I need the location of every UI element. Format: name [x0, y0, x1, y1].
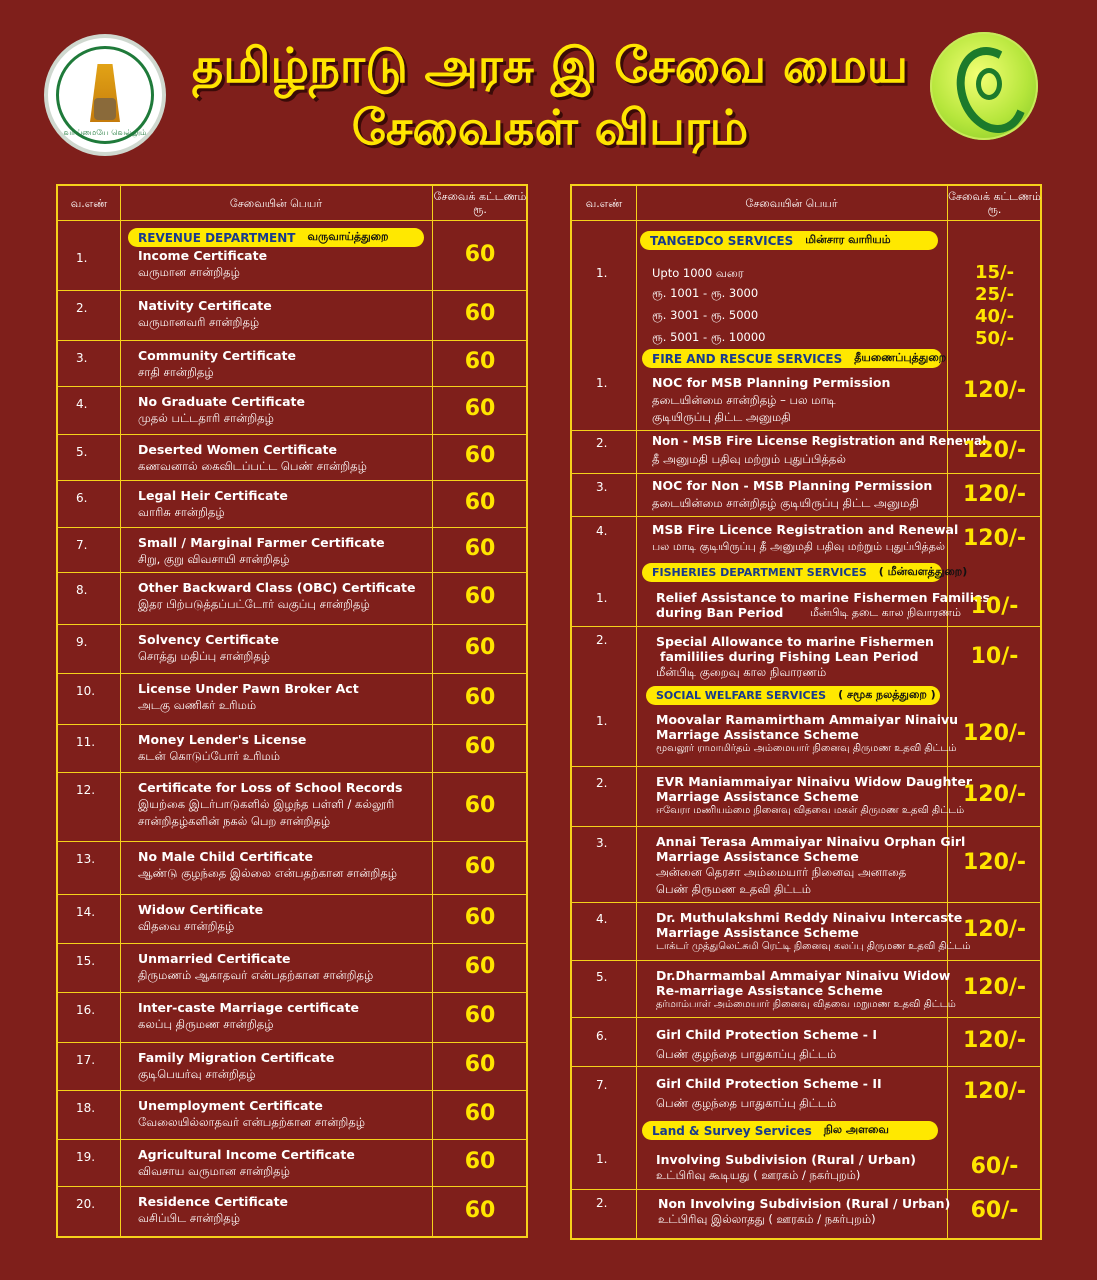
- table-row: [572, 826, 1040, 902]
- section-ta: ( மீன்வளத்துறை): [878, 565, 968, 578]
- service-name-ta: ஈவேரா மணியம்மை நினைவு விதவை மகள் திருமண உதவி திட்டம்: [656, 805, 965, 816]
- service-name-en: Solvency Certificate: [138, 632, 279, 647]
- service-name-ta: டாக்டர் முத்துலெட்சுமி ரெட்டி நினைவு கலப்பு திருமண உதவி திட்டம்: [656, 941, 971, 952]
- section-ta: மின்சார வாரியம்: [805, 233, 891, 246]
- serial-number: 3.: [596, 836, 608, 850]
- section-ta: நில அளவை: [823, 1123, 889, 1136]
- service-name-ta: சொத்து மதிப்பு சான்றிதழ்: [138, 649, 271, 663]
- service-name-ta: விவசாய வருமான சான்றிதழ்: [138, 1164, 290, 1178]
- service-name-ta: தர்மாம்பாள் அம்மையார் நினைவு விதவை மறுமண உதவி திட்டம்: [656, 999, 956, 1010]
- section-en: FISHERIES DEPARTMENT SERVICES: [652, 566, 867, 579]
- service-name-en: Non Involving Subdivision (Rural / Urban): [658, 1196, 951, 1211]
- service-name-ta: இயற்கை இடர்பாடுகளில் இழந்த பள்ளி / கல்லூரி: [138, 797, 395, 811]
- service-name-ta: திருமணம் ஆகாதவர் என்பதற்கான சான்றிதழ்: [138, 968, 374, 982]
- fee-value: 60: [464, 536, 496, 561]
- service-name-en: EVR Maniammaiyar Ninaivu Widow Daughter: [656, 774, 972, 789]
- serial-number: 3.: [596, 480, 608, 494]
- service-name-ta: வருமானவரி சான்றிதழ்: [138, 315, 260, 329]
- serial-number: 9.: [76, 635, 88, 649]
- table-row: [58, 724, 526, 772]
- service-name-en: Unmarried Certificate: [138, 951, 291, 966]
- fee-value: 10/-: [970, 594, 1019, 619]
- service-name-ta: குடிபெயர்வு சான்றிதழ்: [138, 1067, 256, 1081]
- section-ta: தீயணைப்புத்துறை: [854, 351, 947, 364]
- section-pill-fire: [642, 349, 947, 368]
- service-name-en: Small / Marginal Farmer Certificate: [138, 535, 385, 550]
- serial-number: 17.: [76, 1053, 96, 1067]
- service-name-ta: அன்னை தெரசா அம்மையார் நினைவு அனாதை: [656, 865, 907, 879]
- section-pill-social: [646, 686, 940, 705]
- table-row: [58, 673, 526, 724]
- service-name-ta: வேலையில்லாதவர் என்பதற்கான சான்றிதழ்: [138, 1115, 366, 1129]
- service-name-en: Legal Heir Certificate: [138, 488, 288, 503]
- service-name-ta: உட்பிரிவு இல்லாதது ( ஊரகம் / நகர்புறம்): [658, 1212, 876, 1226]
- page-title-line2: சேவைகள் விபரம்: [351, 100, 749, 156]
- table-row: [58, 1042, 526, 1090]
- serial-number: 1.: [596, 591, 608, 605]
- logo-dot-icon: [976, 68, 1002, 100]
- service-name-ta: கணவனால் கைவிடப்பட்ட பெண் சான்றிதழ்: [138, 459, 367, 473]
- service-name-ta: வாரிசு சான்றிதழ்: [138, 505, 225, 519]
- service-name-en: Nativity Certificate: [138, 298, 272, 313]
- service-name-en: Certificate for Loss of School Records: [138, 780, 403, 795]
- fee-value: 60: [464, 349, 496, 374]
- service-name-en: Dr.Dharmambal Ammaiyar Ninaivu Widow: [656, 968, 951, 983]
- table-row: [572, 766, 1040, 826]
- section-en: Land & Survey Services: [652, 1123, 812, 1138]
- service-name-en2: Marriage Assistance Scheme: [656, 925, 859, 940]
- table-row: [58, 1139, 526, 1186]
- serial-number: 8.: [76, 583, 88, 597]
- fee-value: 60: [464, 396, 496, 421]
- fee-value: 120/-: [962, 975, 1027, 1000]
- section-ta: வருவாய்த்துறை: [307, 230, 389, 243]
- section-pill-fisheries: [642, 563, 968, 582]
- service-name-en: Family Migration Certificate: [138, 1050, 335, 1065]
- service-name-ta: மீன்பிடி தடை கால நிவாரணம்: [810, 606, 961, 619]
- fee-value: 60: [464, 443, 496, 468]
- fee-value: 40/-: [974, 306, 1015, 327]
- serial-number: 6.: [596, 1029, 608, 1043]
- service-name-ta: வருமான சான்றிதழ்: [138, 265, 240, 279]
- fee-value: 60/-: [970, 1198, 1019, 1223]
- service-name-en: License Under Pawn Broker Act: [138, 681, 359, 696]
- service-name-ta: இதர பிற்படுத்தப்பட்டோர் வகுப்பு சான்றிதழ்: [138, 597, 370, 611]
- serial-number: 20.: [76, 1197, 96, 1211]
- service-name-en2: Re-marriage Assistance Scheme: [656, 983, 883, 998]
- fee-value: 120/-: [962, 1079, 1027, 1104]
- serial-number: 2.: [596, 436, 608, 450]
- right-services-table: [570, 184, 1042, 1240]
- serial-number: 16.: [76, 1003, 96, 1017]
- fee-value: 60: [464, 1149, 496, 1174]
- fee-value: 60: [464, 1198, 496, 1223]
- fee-value: 25/-: [974, 284, 1015, 305]
- serial-number: 10.: [76, 684, 96, 698]
- serial-number: 15.: [76, 954, 96, 968]
- fee-value: 120/-: [962, 917, 1027, 942]
- fee-value: 60: [464, 1052, 496, 1077]
- service-name-ta: சான்றிதழ்களின் நகல் பெற சான்றிதழ்: [138, 814, 331, 828]
- fee-value: 120/-: [962, 482, 1027, 507]
- table-row: [58, 340, 526, 386]
- fee-value: 60: [464, 685, 496, 710]
- fee-value: 120/-: [962, 378, 1027, 403]
- serial-number: 13.: [76, 852, 96, 866]
- service-name-ta: கடன் கொடுப்போர் உரிமம்: [138, 749, 281, 763]
- section-en: TANGEDCO SERVICES: [650, 233, 794, 248]
- header-name: சேவையின் பெயர்: [745, 196, 838, 210]
- service-name-en: Agricultural Income Certificate: [138, 1147, 355, 1162]
- serial-number: 1.: [596, 1152, 608, 1166]
- serial-number: 3.: [76, 351, 88, 365]
- tamilnadu-emblem: [44, 34, 166, 156]
- service-name-en: Relief Assistance to marine Fishermen Families: [656, 590, 990, 605]
- header-sno: வ.எண்: [585, 196, 623, 210]
- serial-number: 7.: [76, 538, 88, 552]
- section-en: REVENUE DEPARTMENT: [138, 230, 296, 245]
- table-row: [58, 480, 526, 527]
- fee-value: 120/-: [962, 438, 1027, 463]
- table-row: [58, 290, 526, 340]
- service-name-ta: தடையின்மை சான்றிதழ் குடியிருப்பு திட்ட அனுமதி: [652, 496, 919, 510]
- service-name-en: Special Allowance to marine Fishermen: [656, 634, 934, 649]
- fee-value: 120/-: [962, 1028, 1027, 1053]
- serial-number: 2.: [76, 301, 88, 315]
- header-sno: வ.எண்: [70, 196, 108, 210]
- service-name-en: NOC for Non - MSB Planning Permission: [652, 478, 933, 493]
- service-name-ta: மூவலூர் ராமாமிர்தம் அம்மையார் நினைவு திருமண உதவி திட்டம்: [656, 743, 957, 754]
- table-row: [58, 220, 526, 290]
- fee-value: 60: [464, 854, 496, 879]
- table-row: [572, 902, 1040, 960]
- table-row: [58, 1090, 526, 1139]
- service-name-en: Community Certificate: [138, 348, 297, 363]
- tariff-line: ரூ. 3001 - ரூ. 5000: [652, 308, 759, 322]
- esevai-logo: [930, 32, 1038, 140]
- service-name-en2: Marriage Assistance Scheme: [656, 849, 859, 864]
- table-row: [58, 434, 526, 480]
- header-fee: சேவைக் கட்டணம் ரூ.: [948, 190, 1041, 216]
- fee-value: 60/-: [970, 1154, 1019, 1179]
- fee-value: 60: [464, 635, 496, 660]
- service-name-ta: பல மாடி குடியிருப்பு தீ அனுமதி பதிவு மற்றும் புதுப்பித்தல்: [652, 540, 945, 553]
- serial-number: 19.: [76, 1150, 96, 1164]
- service-name-ta: குடியிருப்பு திட்ட அனுமதி: [652, 410, 791, 424]
- service-name-ta: தடையின்மை சான்றிதழ் – பல மாடி: [652, 393, 836, 407]
- fee-value: 60: [464, 1003, 496, 1028]
- table-row: [58, 772, 526, 841]
- table-row: [58, 624, 526, 673]
- service-name-en: Girl Child Protection Scheme - II: [656, 1076, 882, 1091]
- fee-value: 15/-: [974, 262, 1015, 283]
- serial-number: 7.: [596, 1078, 608, 1092]
- table-row: [572, 704, 1040, 766]
- serial-number: 2.: [596, 776, 608, 790]
- fee-value: 60: [464, 905, 496, 930]
- serial-number: 12.: [76, 783, 96, 797]
- service-name-ta: தீ அனுமதி பதிவு மற்றும் புதுப்பித்தல்: [652, 452, 846, 466]
- fee-value: 60: [464, 793, 496, 818]
- serial-number: 1.: [76, 251, 88, 265]
- serial-number: 5.: [76, 445, 88, 459]
- fee-value: 60: [464, 242, 496, 267]
- serial-number: 1.: [596, 266, 608, 280]
- fee-value: 60: [464, 490, 496, 515]
- service-name-en: Non - MSB Fire License Registration and Renewal: [652, 434, 987, 448]
- tariff-line: ரூ. 1001 - ரூ. 3000: [652, 286, 759, 300]
- service-name-ta: வசிப்பிட சான்றிதழ்: [138, 1211, 241, 1225]
- service-name-ta: பெண் குழந்தை பாதுகாப்பு திட்டம்: [656, 1047, 837, 1061]
- fee-value: 60: [464, 734, 496, 759]
- service-name-en: Moovalar Ramamirtham Ammaiyar Ninaivu: [656, 712, 959, 727]
- service-name-ta: பெண் திருமண உதவி திட்டம்: [656, 882, 812, 896]
- section-pill-land: [642, 1121, 938, 1140]
- service-name-ta: மீன்பிடி குறைவு கால நிவாரணம்: [656, 665, 827, 679]
- serial-number: 11.: [76, 735, 96, 749]
- service-name-en2: Marriage Assistance Scheme: [656, 789, 859, 804]
- service-name-en: Unemployment Certificate: [138, 1098, 323, 1113]
- section-en: FIRE AND RESCUE SERVICES: [652, 351, 843, 366]
- serial-number: 4.: [596, 524, 608, 538]
- service-name-ta: முதல் பட்டதாரி சான்றிதழ்: [138, 411, 274, 425]
- section-ta: ( சமூக நலத்துறை ): [838, 688, 936, 701]
- fee-value: 60: [464, 584, 496, 609]
- table-row: [58, 1186, 526, 1238]
- fee-value: 10/-: [970, 644, 1019, 669]
- service-name-en2: Marriage Assistance Scheme: [656, 727, 859, 742]
- service-name-en: Involving Subdivision (Rural / Urban): [656, 1152, 916, 1167]
- fee-value: 120/-: [962, 850, 1027, 875]
- service-name-en: No Graduate Certificate: [138, 394, 305, 409]
- section-pill-tangedco: [640, 231, 938, 250]
- table-row: [58, 841, 526, 894]
- service-name-en: MSB Fire Licence Registration and Renewal: [652, 522, 959, 537]
- serial-number: 2.: [596, 633, 608, 647]
- service-name-ta: அடகு வணிகர் உரிமம்: [138, 698, 257, 712]
- service-name-en: Widow Certificate: [138, 902, 264, 917]
- serial-number: 18.: [76, 1101, 96, 1115]
- table-row: [58, 527, 526, 572]
- service-name-en: No Male Child Certificate: [138, 849, 313, 864]
- serial-number: 1.: [596, 376, 608, 390]
- table-row: [572, 1017, 1040, 1066]
- service-name-en2: during Ban Period: [656, 605, 784, 620]
- table-row: [58, 572, 526, 624]
- table-row: [58, 943, 526, 992]
- serial-number: 4.: [596, 912, 608, 926]
- left-services-table: [56, 184, 528, 1238]
- service-name-en2: famililies during Fishing Lean Period: [660, 649, 919, 664]
- fee-value: 60: [464, 954, 496, 979]
- serial-number: 5.: [596, 970, 608, 984]
- table-row: [572, 960, 1040, 1017]
- section-en: SOCIAL WELFARE SERVICES: [656, 689, 827, 702]
- fee-value: 60: [464, 1101, 496, 1126]
- fee-value: 50/-: [974, 328, 1015, 349]
- service-name-en: NOC for MSB Planning Permission: [652, 375, 891, 390]
- header-fee: சேவைக் கட்டணம் ரூ.: [433, 190, 527, 216]
- service-name-ta: உட்பிரிவு கூடியது ( ஊரகம் / நகர்புறம்): [656, 1168, 861, 1182]
- lion-capital-icon: [94, 98, 116, 120]
- service-name-en: Income Certificate: [138, 248, 268, 263]
- service-name-ta: விதவை சான்றிதழ்: [138, 919, 235, 933]
- serial-number: 6.: [76, 491, 88, 505]
- serial-number: 2.: [596, 1196, 608, 1210]
- service-name-ta: சிறு, குறு விவசாயி சான்றிதழ்: [138, 552, 290, 566]
- header-name: சேவையின் பெயர்: [229, 196, 323, 210]
- table-row: [58, 894, 526, 943]
- service-name-ta: சாதி சான்றிதழ்: [138, 365, 214, 379]
- table-row: [58, 992, 526, 1042]
- page-title-line1: தமிழ்நாடு அரசு இ சேவை மைய: [191, 38, 909, 94]
- fee-value: 60: [464, 301, 496, 326]
- serial-number: 4.: [76, 397, 88, 411]
- tariff-line: Upto 1000 வரை: [652, 266, 744, 280]
- emblem-motto: வாய்மையே வெல்லும்: [63, 128, 147, 137]
- table-row: [572, 1066, 1040, 1120]
- service-name-en: Girl Child Protection Scheme - I: [656, 1027, 877, 1042]
- serial-number: 14.: [76, 905, 96, 919]
- table-row: [58, 386, 526, 434]
- fee-value: 120/-: [962, 782, 1027, 807]
- service-name-en: Annai Terasa Ammaiyar Ninaivu Orphan Girl: [656, 834, 966, 849]
- service-name-en: Deserted Women Certificate: [138, 442, 338, 457]
- fee-value: 120/-: [962, 526, 1027, 551]
- service-name-ta: ஆண்டு குழந்தை இல்லை என்பதற்கான சான்றிதழ்: [138, 866, 398, 880]
- fee-value: 120/-: [962, 721, 1027, 746]
- tariff-line: ரூ. 5001 - ரூ. 10000: [652, 330, 766, 344]
- service-name-en: Dr. Muthulakshmi Reddy Ninaivu Intercaste: [656, 910, 963, 925]
- service-name-en: Inter-caste Marriage certificate: [138, 1000, 360, 1015]
- service-name-ta: பெண் குழந்தை பாதுகாப்பு திட்டம்: [656, 1096, 837, 1110]
- service-name-en: Money Lender's License: [138, 732, 307, 747]
- service-name-ta: கலப்பு திருமண சான்றிதழ்: [138, 1017, 274, 1031]
- service-name-en: Residence Certificate: [138, 1194, 289, 1209]
- service-name-en: Other Backward Class (OBC) Certificate: [138, 580, 416, 595]
- serial-number: 1.: [596, 714, 608, 728]
